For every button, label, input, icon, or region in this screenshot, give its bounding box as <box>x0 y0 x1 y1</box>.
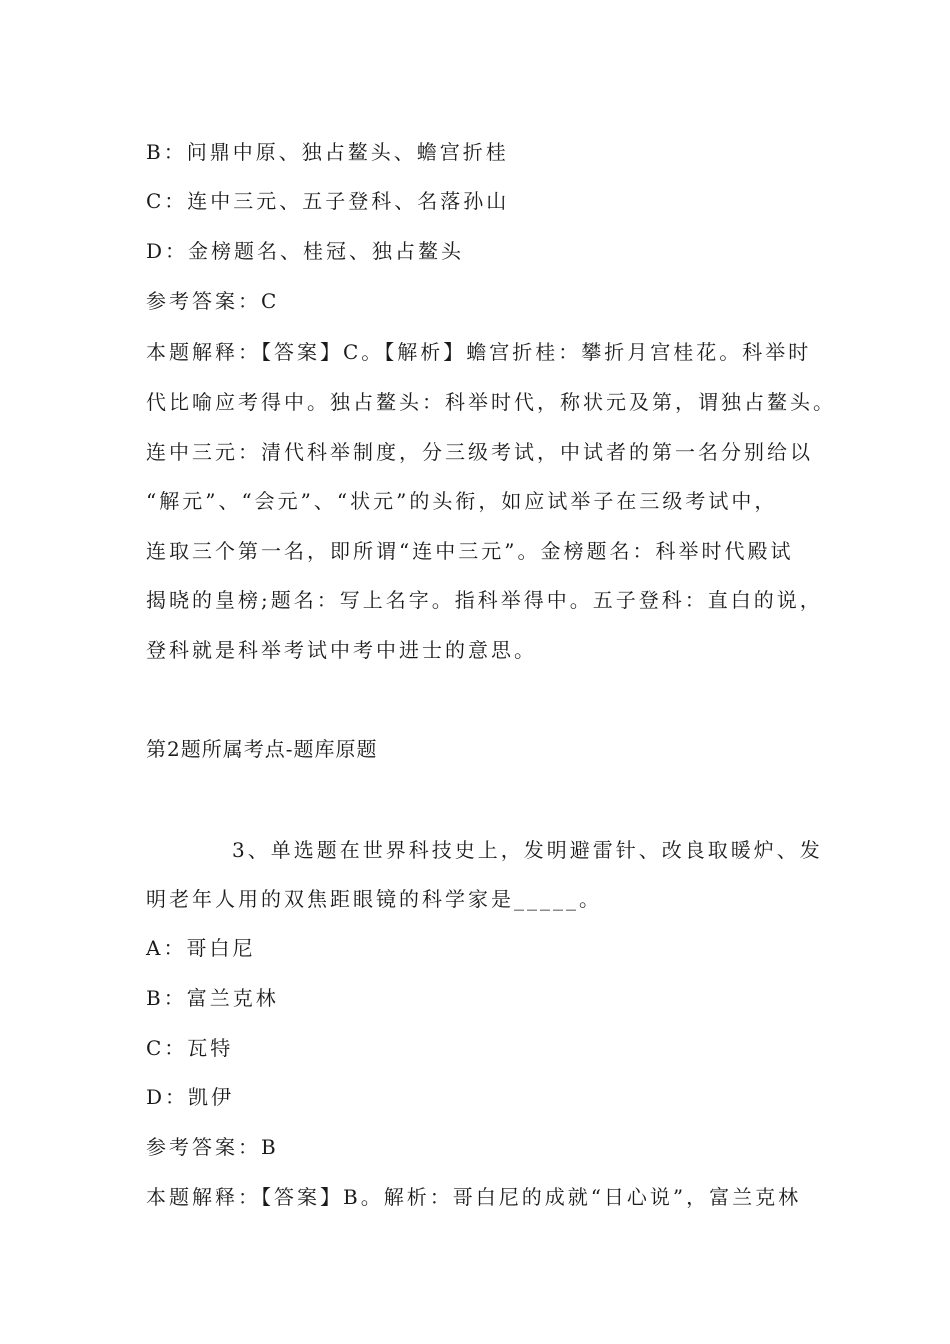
q3-option-a: A：哥白尼 <box>146 936 256 960</box>
q2-option-d: D：金榜题名、桂冠、独占鳌头 <box>146 239 465 263</box>
q2-option-b: B：问鼎中原、独占鳌头、蟾宫折桂 <box>146 140 509 164</box>
q3-stem-line: 明老年人用的双焦距眼镜的科学家是_____。 <box>146 887 602 911</box>
q2-topic: 第2题所属考点-题库原题 <box>146 737 378 761</box>
q2-explanation-line: 本题解释：【答案】C。【解析】蟾宫折桂：攀折月宫桂花。科举时 <box>146 340 812 364</box>
q2-explanation-line: 代比喻应考得中。独占鳌头：科举时代，称状元及第，谓独占鳌头。 <box>146 390 836 414</box>
q3-option-b: B：富兰克林 <box>146 986 279 1010</box>
q2-explanation-line: 登科就是科举考试中考中进士的意思。 <box>146 638 537 662</box>
q2-explanation-line: 揭晓的皇榜;题名：写上名字。指科举得中。五子登科：直白的说， <box>146 588 823 612</box>
q2-option-c: C：连中三元、五子登科、名落孙山 <box>146 189 510 213</box>
q3-option-d: D：凯伊 <box>146 1085 235 1109</box>
q3-explanation-line: 本题解释：【答案】B。解析：哥白尼的成就“日心说”，富兰克林 <box>146 1185 802 1209</box>
q2-explanation-line: 连中三元：清代科举制度，分三级考试，中试者的第一名分别给以 <box>146 440 813 464</box>
q2-explanation-line: 连取三个第一名，即所谓“连中三元”。金榜题名：科举时代殿试 <box>146 539 794 563</box>
q3-option-c: C：瓦特 <box>146 1036 234 1060</box>
q2-explanation-line: “解元”、“会元”、“状元”的头衔，如应试举子在三级考试中， <box>146 489 778 513</box>
q2-answer: 参考答案：C <box>146 289 280 313</box>
q3-stem-line: 3、单选题在世界科技史上，发明避雷针、改良取暖炉、发 <box>232 838 823 862</box>
q3-answer: 参考答案：B <box>146 1135 279 1159</box>
